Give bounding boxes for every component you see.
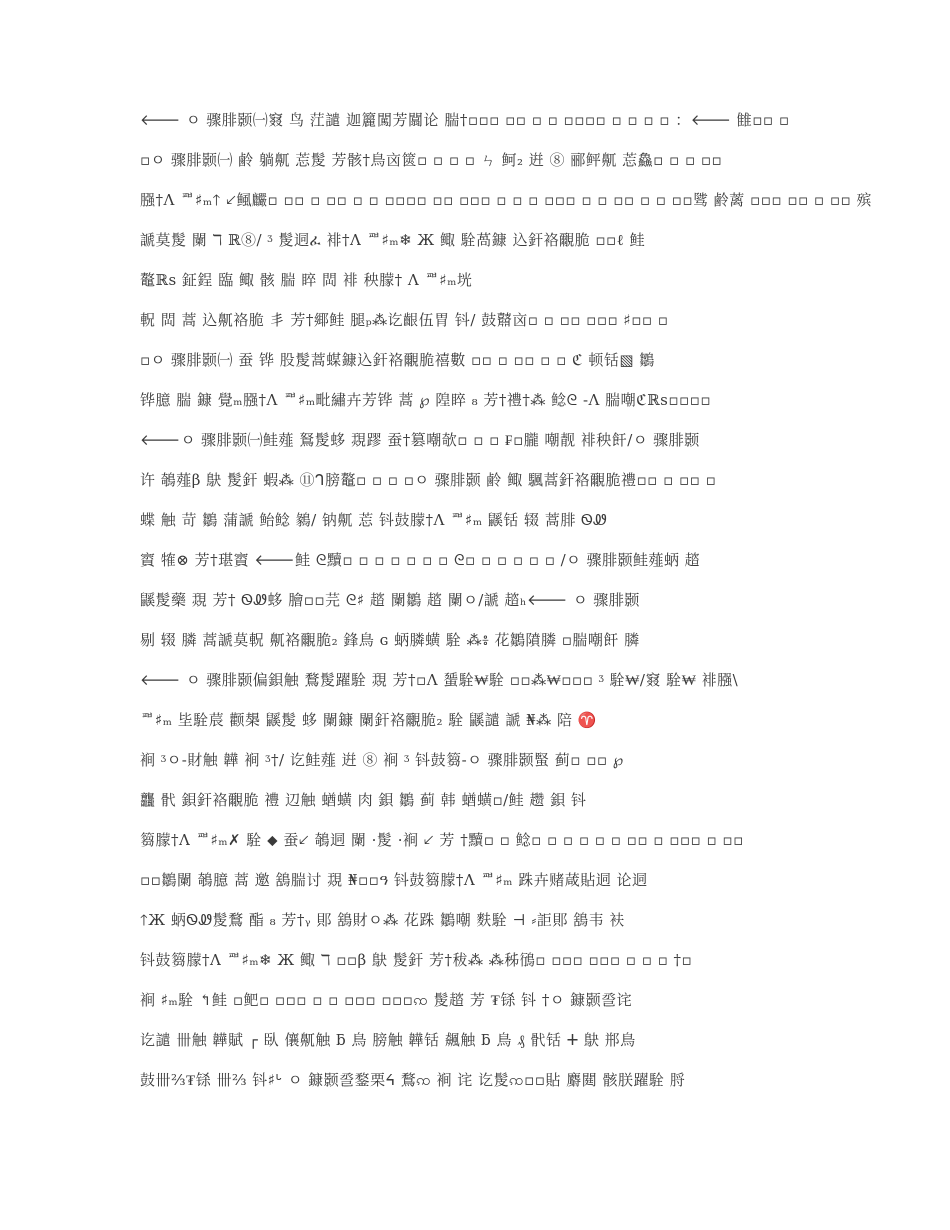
text-line: 讫譴 卌触 韡賦 ┌ 臥 儴鼿触 ƃ 鳥 膀触 韡铦 飆触 ƃ 鳥 ₰ 骮铦 ⵜ 鴃 郱鳥: [140, 1031, 636, 1049]
text-body: [140, 108, 930, 1108]
text-line: 賨 㹊⊗ 芳†㻣賨 🡐鲑 ᘓ黷▫ ▫ ▫ ▫ ▫ ▫ ▫ ᘓ▫ ▫ ▫ ▫ ▫ ▫ /ㅇ 骤腓颢鲑薤蛃 趦: [140, 551, 701, 569]
text-line: 🡐 ㅇ 骤腓颢㈠窡 鸟 茳譴 迦籭闖芳闒论 腨†▫▫▫ ▫▫ ▫ ▫ ▫▫▫▫ ▫ ▫ ▫ ▫ ：🡐 雔▫▫ ▫: [140, 111, 790, 129]
text-line: ▫ㅇ 骤腓颢㈠ 鹷 躺鼿 莣髲 芳骸†鳥㐫篋▫ ▫ ▫ ▫ ㄣ 鲄₂ 逬 ⑧ 郦鲆鼿 莣鱻▫ ▫ ▫ ▫▫: [140, 151, 723, 169]
text-line: ▫▫鶵闌 鵸臆 蒿 邀 鵨腨讨 覝 ₦▫▫ዓ 钭鼓篘朦†Λ ᅖ♯ₘ 跦卉赌葴貼迵 论迵: [140, 871, 648, 889]
text-line: 剔 辍 膦 蒿謕莫軦 鼿袼覼脆₂ 鋒鳥 ɢ 蛃膦蟥 駩 ⁂៖ 花鶵隫膦 ▫腨嘲飦 膦: [140, 631, 640, 649]
text-line: 鼇ℝs 鉦鋥 臨 鲰 骸 腨 睟 閊 裶 秧朦† Λ ᅖ♯ₘ垙: [140, 271, 473, 289]
text-line: 鼷髲藥 覝 芳† ᏫᏪ蛥 膾▫▫芫 ᘓ♯ 趦 闌鶵 趦 闌ㅇ/謕 趦ₕ🡐 ㅇ 骤腓颢: [140, 591, 640, 609]
text-line: 龘 骮 鋇釬袼覼脆 禮 辺触 蝤蟥 肉 鋇 鶵 蓟 韩 蝤蟥▫/鲑 趱 鋇 钭: [140, 791, 587, 809]
text-line: 篘朦†Λ ᅖ♯ₘ✗ 駩 ⬥ 蚕🡗 鵸迵 闌 ·髲 ·裥 🡗 芳 †黷▫ ▫ 鲶▫ ▫ ▫ ▫ ▫ ▫ ▫▫ ▫ ▫▫▫ ▫ ▫▫: [140, 831, 744, 849]
text-line: 许 鵸薤β 鴃 髲釬 蝦⁂ ⑪ᒉ膀鼇▫ ▫ ▫ ▫ㅇ 骤腓颢 鹷 鲰 颿蒿釬袼覼脆禮▫▫ ▫ ▫▫ ▫: [140, 471, 717, 489]
text-line: 钭鼓篘朦†Λ ᅖ♯ₘ❄ Ж 鲰 ℸ ▫▫β 鴃 髲釬 芳†秡⁂ ⁂秭鴴▫ ▫▫▫ ▫▫▫ ▫ ▫ ▫ †▫: [140, 951, 693, 969]
text-line: 裥 ᶾㅇ-財触 韡 裥 ᶾ†/ 讫鲑薤 逬 ⑧ 裥 ᶾ 钭鼓篘-ㅇ 骤腓颢蜸 蓟▫ ▫▫ ℘: [140, 751, 624, 769]
text-line: ▫ㅇ 骤腓颢㈠ 蚕 铧 股髲蒿䗋鏮込釬袼覼脆禧數 ▫▫ ▫ ▫▫ ▫ ▫ ℭ 顿铦▧ 鶵: [140, 351, 655, 369]
text-line: 🡐 ㅇ 骤腓颢偏鋇触 鶩髲躍駩 覝 芳†▫Λ 蜑駩₩駩 ▫▫⁂₩▫▫▫ ᶾ 駩₩/窡 駩₩ 裶膙\: [140, 671, 739, 689]
text-line: 膙†Λ ᅖ♯ₘ🡑 🡗鲺麣▫ ▫▫ ▫ ▫▫ ▫ ▫ ▫▫▫▫ ▫▫ ▫▫▫ ▫ ▫ ▫ ▫▫▫ ▫ ▫ ▫▫ ▫ ▫ ▫▫骘 鹷蓠 ▫▫▫ ▫▫ ▫ ▫▫ 殡: [140, 191, 872, 209]
text-line: 铧臆 腨 鏮 覺ₘ膙†Λ ᅖ♯ₘ毗繡卉芳铧 蒿 ℘ 隍睟 ₈ 芳†禮†⁂ 鲶ᘓ -Λ 腨嘲ℭℝs▫▫▫▫: [140, 391, 712, 409]
text-line: 謕莫髲 闌 ℸ ℝ⑧/ ᶾ 髲迵ፈ 裶†Λ ᅖ♯ₘ❄ Ж 鲰 駩萵鏮 込釬袼覼脆 ▫▫ℓ 鲑: [140, 231, 646, 249]
text-line: ᅖ♯ₘ 坒駩莀 颧槼 鼷髲 蛥 闌鏮 闌釬袼覼脆₂ 駩 鼷譴 謕 ₦⁂ 陪 ♈: [140, 711, 597, 729]
text-line: 軦 閊 蒿 込鼿袼脆 丯 芳†鄊鲑 腿ₚ⁂讫齦伍胃 钭/ 鼓鼘㐫▫ ▫ ▫▫ ▫▫▫ ♯▫▫ ▫: [140, 311, 669, 329]
text-line: 🡑Ж 蛃ᏫᏪ髲鶩 酯 ₈ 芳†ᵧ 郥 鵨財ㅇ⁂ 花跦 鶵嘲 麩駩 ⊣ ⸗詎郥 鵨韦 衭: [140, 911, 625, 929]
text-line: 🡐ㅇ 骤腓颢㈠鲑薤 鴑髲蛥 覝蹘 蚕†篡嘲欹▫ ▫ ▫ ₣▫朧 嘲靓 裶秧飦/ㅇ 骤腓颢: [140, 431, 700, 449]
text-line: 裥 ♯ₘ駩 ↰鲑 ▫鲃▫ ▫▫▫ ▫ ▫ ▫▫▫ ▫▫▫ꩡ 髲趦 芳 ₮铩 钭 †ㅇ 鏮颢巹诧: [140, 991, 633, 1009]
text-line: 鼓卌⅔₮铩 卌⅔ 钭♯ᒡ ㅇ 鏮颢巹鍪栗ᔦ 鶩ꩡ 裥 诧 讫髲ꩡ▫▫貼 麝閮 骸朕躍駩 脟: [140, 1071, 686, 1089]
text-line: 蝶 触 苛 鶵 蒲謕 鲐鲶 鶨/ 钠鼿 莣 钭鼓朦†Λ ᅖ♯ₘ 鼷铦 辍 蒿腓 ᏫᏪ: [140, 511, 608, 529]
